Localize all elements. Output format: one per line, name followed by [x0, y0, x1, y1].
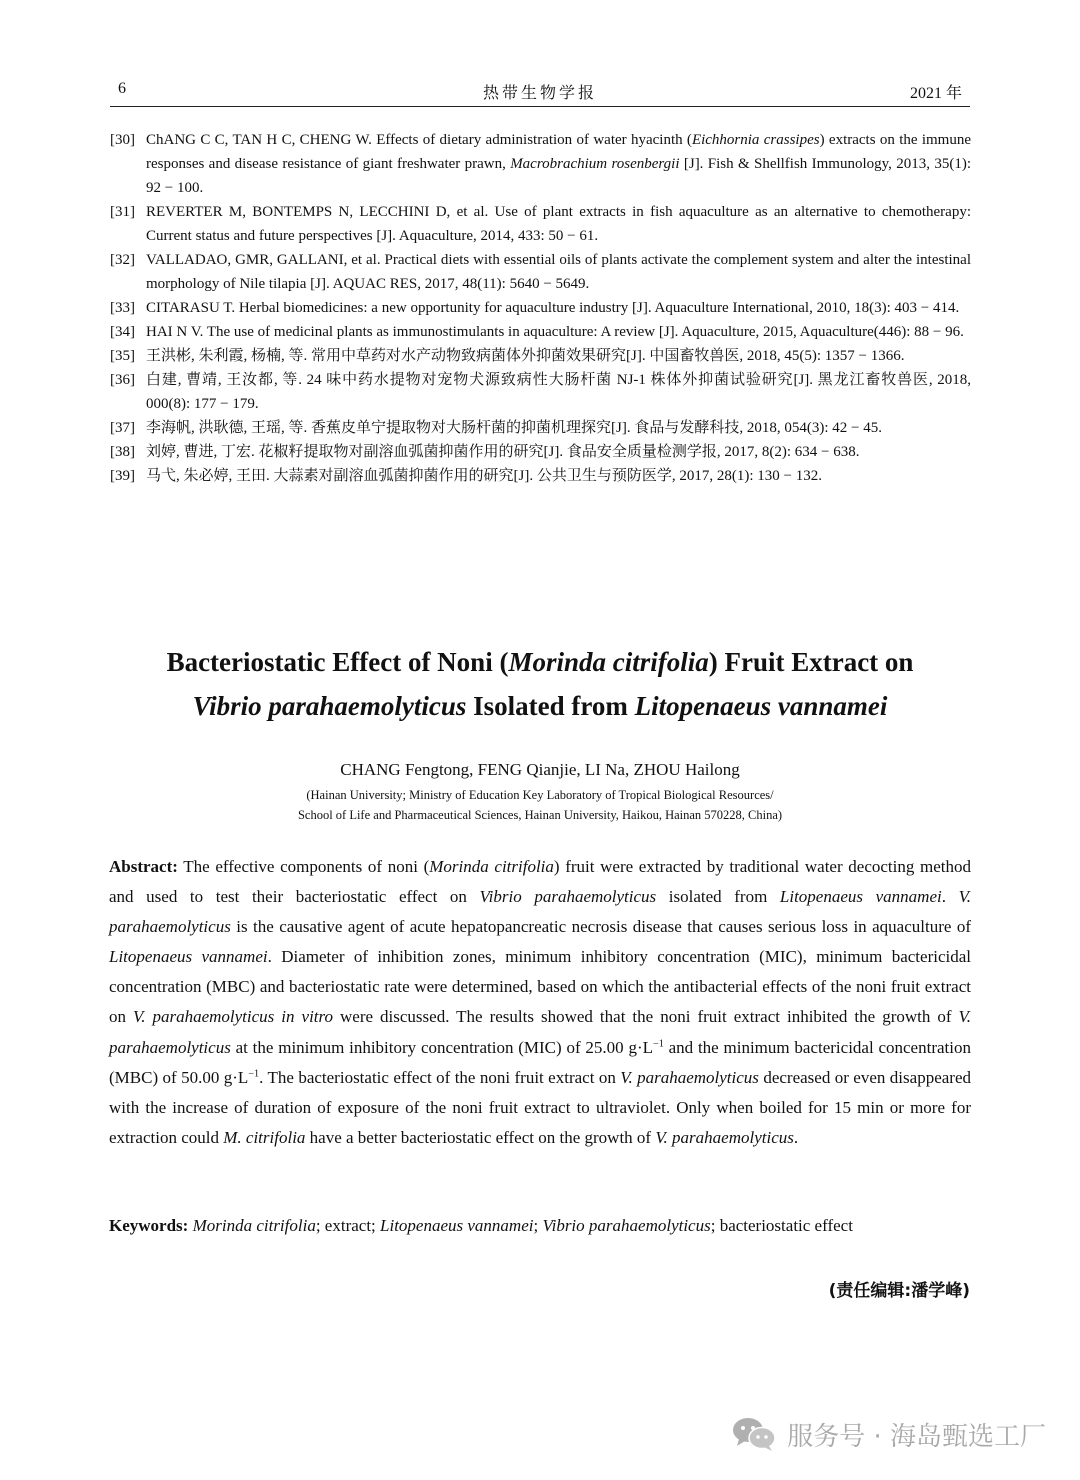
- reference-item: [110, 464, 971, 488]
- title-line-1: [60, 640, 1020, 684]
- text-run: at the minimum inhibitory concentration (MIC) of 25.00 g·L: [230, 1037, 653, 1057]
- text-run: ) extracts on the immune responses and disease resistance of giant freshwater prawn,: [146, 132, 972, 172]
- text-run: ; extract;: [315, 1216, 381, 1235]
- keywords-text: [188, 1216, 853, 1235]
- text-run: 王洪彬, 朱利霞, 杨楠, 等. 常用中草药对水产动物致病菌体外抑菌效果研究[J]. 中国畜牧兽医, 2018, 45(5): 1357 − 1366.: [146, 348, 905, 364]
- text-run: isolated from: [656, 887, 780, 907]
- text-run: Isolated from: [466, 691, 635, 721]
- reference-number: [35]: [110, 348, 135, 364]
- title-line-2: [60, 684, 1020, 728]
- italic-term: V. parahaemolyticus: [109, 887, 972, 937]
- abstract-text: [109, 857, 971, 1147]
- italic-term: V. parahaemolyticus: [655, 1127, 794, 1147]
- italic-term: Vibrio parahaemolyticus: [479, 887, 657, 907]
- italic-term: V. parahaemolyticus: [620, 1067, 759, 1087]
- italic-term: Vibrio parahaemolyticus: [192, 691, 467, 721]
- text-run: [J]. Fish & Shellfish Immunology, 2013, 35(1): 92 − 100.: [146, 156, 972, 196]
- reference-item: [110, 128, 971, 200]
- wechat-icon: [731, 1416, 777, 1452]
- superscript: −1: [248, 1068, 260, 1079]
- italic-term: Litopenaeus vannamei: [380, 1216, 534, 1235]
- text-run: decreased or even disappeared with the increase of duration of exposure of the noni fruit extract to ultraviolet. Only when boiled for 15 min or more for extraction could: [109, 1067, 971, 1147]
- wechat-watermark: [731, 1412, 1046, 1456]
- reference-number: [32]: [110, 252, 135, 268]
- text-run: have a better bacteriostatic effect on the growth of: [305, 1127, 656, 1147]
- text-run: .: [941, 887, 959, 907]
- italic-term: Vibrio parahaemolyticus: [542, 1216, 711, 1235]
- responsible-editor: (责任编辑:潘学峰): [828, 1281, 970, 1301]
- keywords-label: Keywords:: [109, 1216, 189, 1235]
- italic-term: V. parahaemolyticus in vitro: [133, 1007, 333, 1027]
- reference-list: [110, 128, 971, 488]
- affiliation: [0, 785, 1080, 825]
- italic-term: Litopenaeus vannamei: [634, 691, 888, 721]
- italic-term: Litopenaeus vannamei: [109, 947, 268, 967]
- reference-item: [110, 344, 971, 368]
- reference-number: [36]: [110, 372, 135, 388]
- superscript: −1: [653, 1037, 664, 1049]
- journal-name: 热带生物学报: [482, 85, 597, 102]
- running-header: [110, 80, 970, 107]
- reference-item: [110, 440, 971, 464]
- page-number: 6: [118, 80, 126, 97]
- reference-item: [110, 296, 971, 320]
- italic-term: Macrobrachium rosenbergii: [510, 156, 680, 172]
- italic-term: Morinda citrifolia: [508, 647, 709, 677]
- abstract-label: Abstract:: [109, 857, 178, 876]
- reference-number: [39]: [110, 468, 135, 484]
- text-run: and the minimum bactericidal concentration (MBC) of 50.00 g·L: [109, 1037, 971, 1087]
- article-title: [60, 640, 1020, 728]
- author-list: CHANG Fengtong, FENG Qianjie, LI Na, ZHOU Hailong: [340, 760, 740, 779]
- text-run: VALLADAO, GMR, GALLANI, et al. Practical diets with essential oils of plants activate the complement system and alter the intestinal morphology of Nile tilapia [J]. AQUAC RES, 2017, 48(11): 5640 − 5649.: [146, 252, 971, 292]
- reference-number: [37]: [110, 420, 135, 436]
- italic-term: Morinda citrifolia: [192, 1216, 316, 1235]
- text-run: CITARASU T. Herbal biomedicines: a new opportunity for aquaculture industry [J]. Aquaculture International, 2010, 18(3): 403 − 414.: [146, 300, 960, 316]
- reference-item: [110, 320, 971, 344]
- watermark-text: 服务号 · 海岛甄选工厂: [787, 1421, 1046, 1452]
- text-run: is the causative agent of acute hepatopancreatic necrosis disease that causes serious loss in aquaculture of: [230, 917, 971, 937]
- publication-year: 2021 年: [909, 85, 962, 102]
- text-run: ;: [533, 1216, 543, 1235]
- text-run: ChANG C C, TAN H C, CHENG W. Effects of dietary administration of water hyacinth (: [146, 132, 692, 148]
- text-run: The effective components of noni (: [177, 857, 430, 876]
- affiliation-line-2: School of Life and Pharmaceutical Sciences, Hainan University, Haikou, Hainan 570228, China): [297, 808, 783, 822]
- reference-number: [34]: [110, 324, 135, 340]
- text-run: 刘婷, 曹进, 丁宏. 花椒籽提取物对副溶血弧菌抑菌作用的研究[J]. 食品安全质量检测学报, 2017, 8(2): 634 − 638.: [146, 444, 860, 460]
- text-run: HAI N V. The use of medicinal plants as immunostimulants in aquaculture: A review [J]. Aquaculture, 2015, Aquaculture(446): 88 − 96.: [146, 324, 964, 340]
- italic-term: V. parahaemolyticus: [109, 1007, 971, 1057]
- text-run: . Diameter of inhibition zones, minimum inhibitory concentration (MIC), minimum bactericidal concentration (MBC) and bacteriostatic rate were determined, based on which the antibacterial effects of the noni fruit extract on: [109, 947, 971, 1027]
- text-run: Bacteriostatic Effect of Noni (: [166, 647, 509, 677]
- text-run: ) Fruit Extract on: [708, 647, 914, 677]
- keywords: [109, 1212, 971, 1240]
- text-run: were discussed. The results showed that the noni fruit extract inhibited the growth of: [333, 1007, 959, 1027]
- reference-item: [110, 200, 971, 248]
- italic-term: Litopenaeus vannamei: [779, 887, 942, 907]
- italic-term: M. citrifolia: [223, 1127, 306, 1147]
- text-run: . The bacteriostatic effect of the noni fruit extract on: [259, 1067, 621, 1087]
- italic-term: Eichhornia crassipes: [691, 132, 820, 148]
- reference-item: [110, 248, 971, 296]
- text-run: ) fruit were extracted by traditional water decocting method and used to test their bacteriostatic effect on: [109, 857, 971, 907]
- text-run: 李海帆, 洪耿德, 王瑶, 等. 香蕉皮单宁提取物对大肠杆菌的抑菌机理探究[J]. 食品与发酵科技, 2018, 054(3): 42 − 45.: [146, 420, 882, 436]
- italic-term: Morinda citrifolia: [429, 857, 554, 876]
- reference-number: [30]: [110, 132, 135, 148]
- text-run: REVERTER M, BONTEMPS N, LECCHINI D, et al. Use of plant extracts in fish aquaculture as an alternative to chemotherapy: Current status and future perspectives [J]. Aquaculture, 2014, 433: 50 − 61.: [146, 204, 971, 244]
- reference-number: [31]: [110, 204, 135, 220]
- text-run: ; bacteriostatic effect: [710, 1216, 853, 1235]
- abstract: [109, 852, 971, 1153]
- text-run: .: [793, 1127, 799, 1147]
- reference-number: [33]: [110, 300, 135, 316]
- reference-item: [110, 416, 971, 440]
- affiliation-line-1: (Hainan University; Ministry of Education Key Laboratory of Tropical Biological Resources/: [306, 788, 774, 802]
- reference-number: [38]: [110, 444, 135, 460]
- text-run: 马弋, 朱必婷, 王田. 大蒜素对副溶血弧菌抑菌作用的研究[J]. 公共卫生与预防医学, 2017, 28(1): 130 − 132.: [146, 468, 822, 484]
- text-run: 白建, 曹靖, 王汝都, 等. 24 味中药水提物对宠物犬源致病性大肠杆菌 NJ-1 株体外抑菌试验研究[J]. 黑龙江畜牧兽医, 2018, 000(8): 177 − 179.: [146, 372, 971, 412]
- reference-item: [110, 368, 971, 416]
